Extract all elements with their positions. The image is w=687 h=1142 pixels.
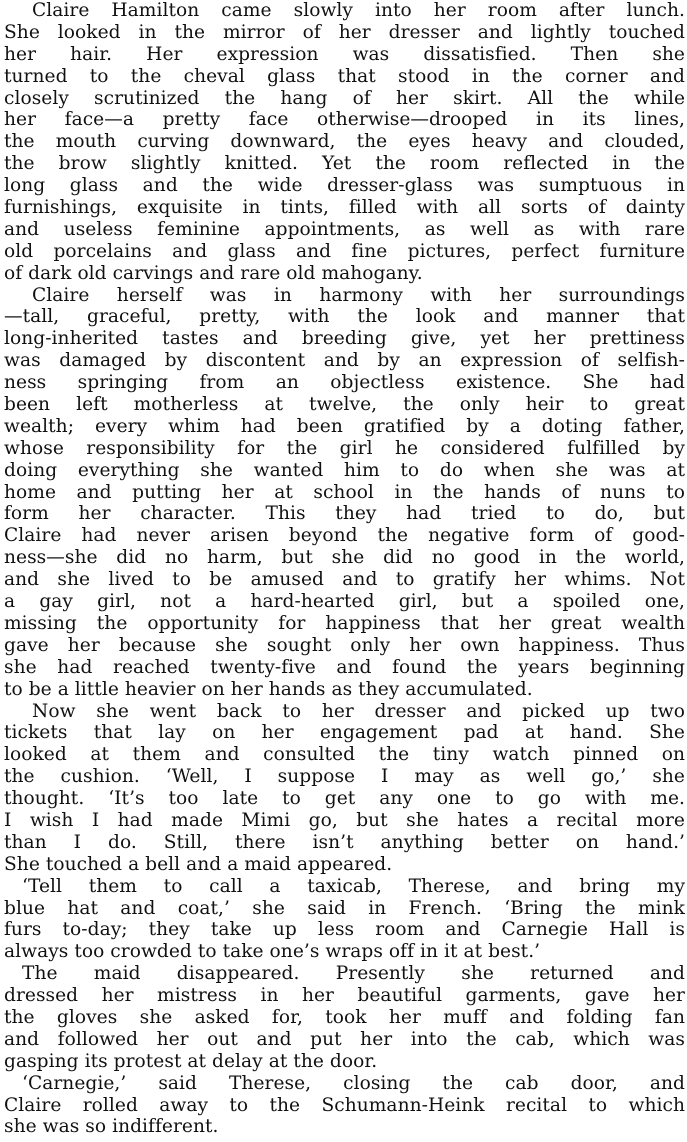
text-line: The maid disappeared. Presently she returned and: [22, 963, 685, 985]
text-line: furs to-day; they take up less room and Carnegie Hall is: [4, 919, 685, 941]
text-line: closely scrutinized the hang of her skirt. All the while: [4, 87, 685, 109]
text-line: gasping its protest at delay at the door.: [4, 1050, 378, 1072]
text-line: I wish I had made Mimi go, but she hates a recital more: [4, 809, 685, 831]
text-line: she was so indifferent.: [4, 1116, 219, 1138]
text-line: doing everything she wanted him to do when she was at: [4, 459, 685, 481]
text-line: ‘Carnegie,’ said Therese, closing the cab door, and: [22, 1072, 685, 1094]
text-line: —tall, graceful, pretty, with the look and manner that: [4, 306, 685, 328]
text-line: ness—she did no harm, but she did no good in the world,: [4, 547, 685, 569]
text-line: and useless feminine appointments, as well as with rare: [4, 218, 685, 240]
text-line: she had reached twenty-five and found the years beginning: [4, 656, 685, 678]
text-line: of dark old carvings and rare old mahogany.: [4, 262, 423, 284]
text-line: her face—a pretty face otherwise—drooped in its lines,: [4, 109, 685, 131]
text-line: gave her because she sought only her own happiness. Thus: [4, 634, 685, 656]
text-line: She looked in the mirror of her dresser and lightly touched: [4, 21, 685, 43]
text-line: home and putting her at school in the hands of nuns to: [4, 481, 685, 503]
text-line: Claire had never arisen beyond the negative form of good-: [4, 525, 685, 547]
text-line: thought. ‘It’s too late to get any one to go with me.: [4, 788, 685, 810]
text-line: form her character. This they had tried to do, but: [4, 503, 685, 525]
text-line: dressed her mistress in her beautiful garments, gave her: [4, 985, 685, 1007]
text-line: ness springing from an objectless existence. She had: [4, 372, 685, 394]
text-line: old porcelains and glass and fine pictures, perfect furniture: [4, 240, 685, 262]
text-line: and she lived to be amused and to gratify her whims. Not: [4, 569, 685, 591]
text-line: tickets that lay on her engagement pad at hand. She: [4, 722, 685, 744]
text-line: to be a little heavier on her hands as they accumulated.: [4, 678, 533, 700]
text-line: turned to the cheval glass that stood in the corner and: [4, 65, 685, 87]
text-line: the brow slightly knitted. Yet the room reflected in the: [4, 153, 685, 175]
text-line: Claire herself was in harmony with her surroundings: [32, 284, 685, 306]
text-line: Claire Hamilton came slowly into her room after lunch.: [32, 0, 685, 21]
text-line: the gloves she asked for, took her muff and folding fan: [4, 1006, 685, 1028]
text-line: always too crowded to take one’s wraps off in it at best.’: [4, 941, 541, 963]
text-line: her hair. Her expression was dissatisfied. Then she: [4, 43, 685, 65]
text-line: Now she went back to her dresser and picked up two: [32, 700, 685, 722]
text-line: She touched a bell and a maid appeared.: [4, 853, 393, 875]
text-line: was damaged by discontent and by an expression of selfish-: [4, 350, 685, 372]
text-line: missing the opportunity for happiness that her great wealth: [4, 612, 685, 634]
text-line: ‘Tell them to call a taxicab, Therese, and bring my: [22, 875, 685, 897]
text-line: been left motherless at twelve, the only heir to great: [4, 394, 685, 416]
text-line: blue hat and coat,’ she said in French. ‘Bring the mink: [4, 897, 685, 919]
text-line: the cushion. ‘Well, I suppose I may as well go,’ she: [4, 766, 685, 788]
text-line: and followed her out and put her into the cab, which was: [4, 1028, 685, 1050]
text-line: long-inherited tastes and breeding give, yet her prettiness: [4, 328, 685, 350]
text-line: looked at them and consulted the tiny watch pinned on: [4, 744, 685, 766]
text-line: Claire rolled away to the Schumann-Heink recital to which: [4, 1094, 685, 1116]
text-line: a gay girl, not a hard-hearted girl, but a spoiled one,: [4, 591, 685, 613]
text-line: whose responsibility for the girl he considered fulfilled by: [4, 437, 685, 459]
text-line: the mouth curving downward, the eyes heavy and clouded,: [4, 131, 685, 153]
text-line: than I do. Still, there isn’t anything better on hand.’: [4, 831, 685, 853]
text-line: wealth; every whim had been gratified by a doting father,: [4, 415, 685, 437]
text-line: furnishings, exquisite in tints, filled with all sorts of dainty: [4, 197, 685, 219]
text-line: long glass and the wide dresser-glass was sumptuous in: [4, 175, 685, 197]
